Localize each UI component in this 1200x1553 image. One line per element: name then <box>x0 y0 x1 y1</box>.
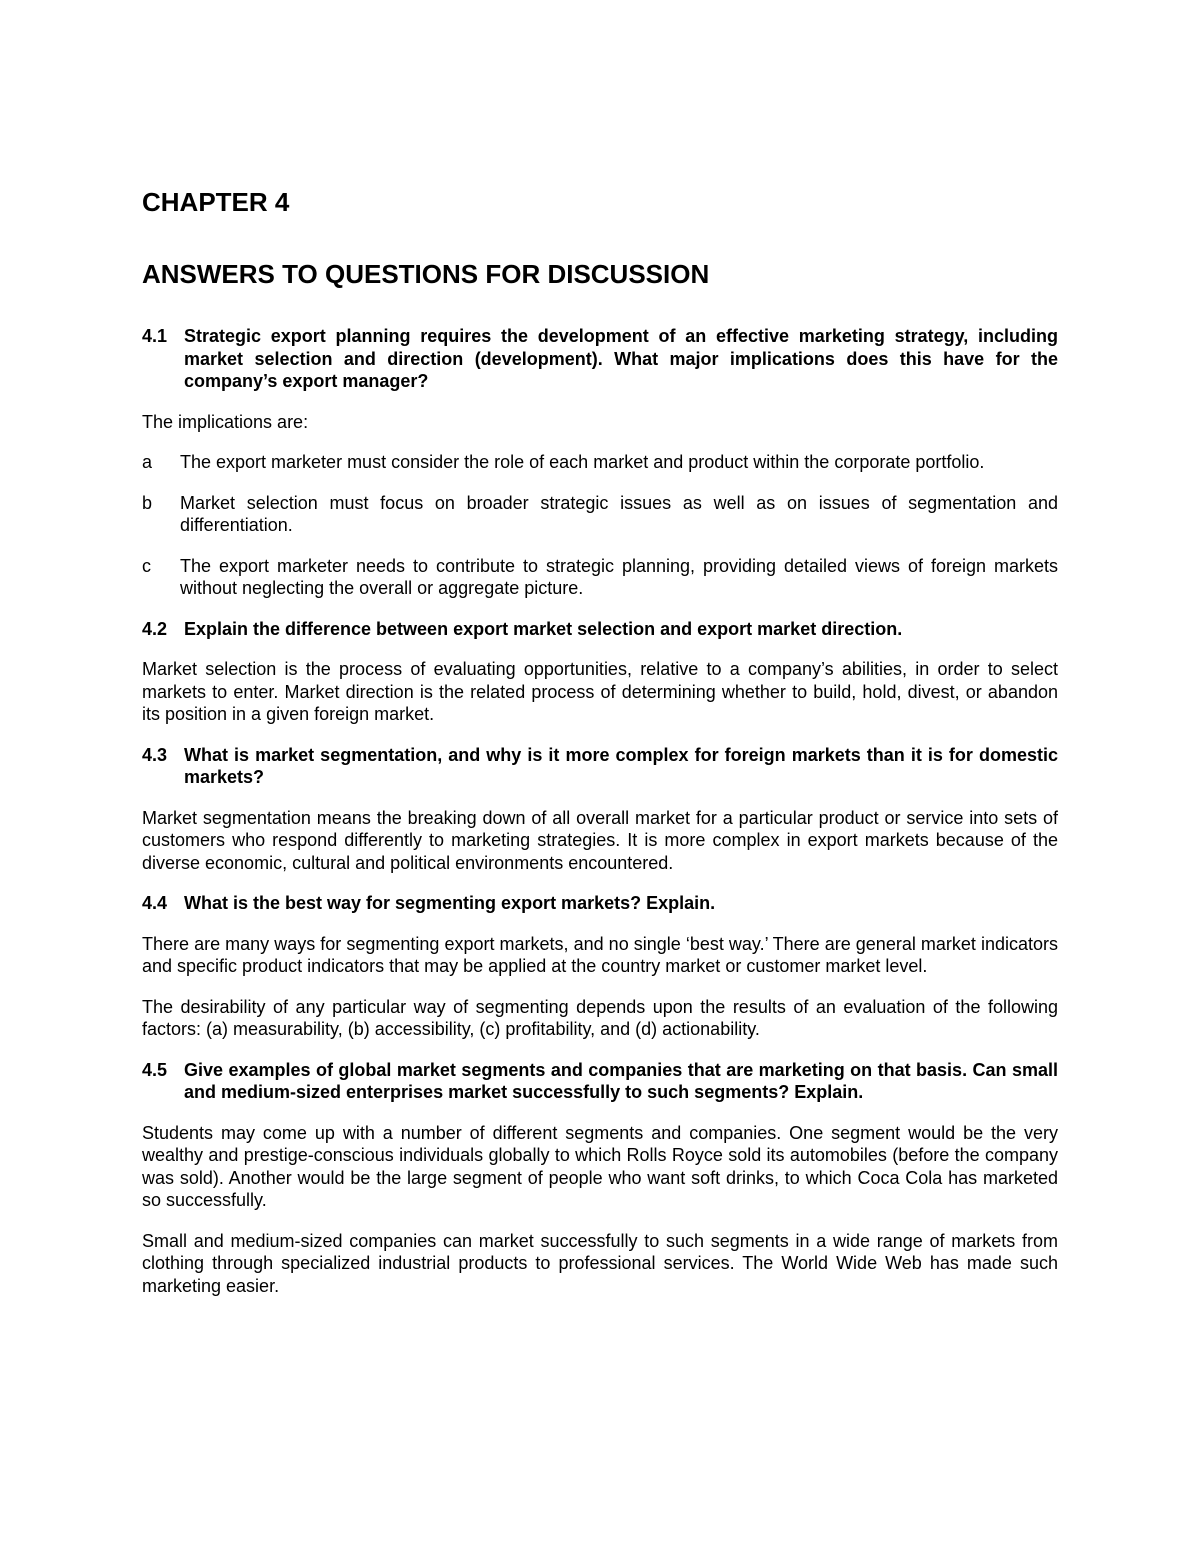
list-item <box>142 451 1058 474</box>
list-marker: b <box>142 492 153 513</box>
list-item-text: The export marketer must consider the role of each market and product within the corporate portfolio. <box>180 452 985 472</box>
answer-paragraph: Market segmentation means the breaking down of all overall market for a particular product or service into sets of customers who respond differently to marketing strategies. It is more complex in export markets because of the diverse economic, cultural and political environments encountered. <box>142 807 1058 873</box>
question-text: What is market segmentation, and why is it more complex for foreign markets than it is for domestic markets? <box>184 744 1058 787</box>
answer-paragraph: Market selection is the process of evaluating opportunities, relative to a company’s abilities, in order to select markets to enter. Market direction is the related process of determining whether to build, hold, divest, or abandon its position in a given foreign market. <box>142 659 1058 724</box>
question-text: Give examples of global market segments and companies that are marketing on that basis. Can small and medium-sized enterprises market successfully to such segments? Explain. <box>184 1059 1058 1102</box>
section-title: ANSWERS TO QUESTIONS FOR DISCUSSION <box>142 259 710 289</box>
question-number: 4.1 <box>142 326 168 346</box>
question-4-5 <box>142 1059 1058 1104</box>
document-body <box>142 325 1058 1315</box>
list-marker: c <box>142 555 151 576</box>
answer-paragraph: There are many ways for segmenting export markets, and no single ‘best way.’ There are general market indicators and specific product indicators that may be applied at the country market or customer market level. <box>142 933 1058 976</box>
list-marker: a <box>142 452 153 472</box>
question-number: 4.5 <box>142 1059 168 1080</box>
question-text: Strategic export planning requires the development of an effective marketing strategy, including market selection and direction (development). What major implications does this have for the company’s export manager? <box>184 326 1058 391</box>
list-item-text: The export marketer needs to contribute to strategic planning, providing detailed views of foreign markets without neglecting the overall or aggregate picture. <box>180 555 1058 598</box>
question-4-2 <box>142 618 1058 641</box>
answer-paragraph: Students may come up with a number of different segments and companies. One segment would be the very wealthy and prestige-conscious individuals globally to which Rolls Royce sold its automobiles (before the company was sold). Another would be the large segment of people who want soft drinks, to which Coca Cola has marketed so successfully. <box>142 1122 1058 1210</box>
question-4-1 <box>142 325 1058 393</box>
question-4-4 <box>142 892 1058 915</box>
answer-paragraph: The desirability of any particular way of segmenting depends upon the results of an evaluation of the following factors: (a) measurability, (b) accessibility, (c) profitability, and (d) actionability. <box>142 996 1058 1039</box>
question-text: What is the best way for segmenting export markets? Explain. <box>184 893 716 913</box>
question-4-3 <box>142 744 1058 789</box>
list-item-text: Market selection must focus on broader strategic issues as well as on issues of segmentation and differentiation. <box>180 492 1058 535</box>
question-text: Explain the difference between export market selection and export market direction. <box>184 618 903 639</box>
question-number: 4.4 <box>142 893 168 913</box>
answer-paragraph: Small and medium-sized companies can market successfully to such segments in a wide range of markets from clothing through specialized industrial products to professional services. The World Wide Web has made such marketing easier. <box>142 1230 1058 1296</box>
question-number: 4.2 <box>142 618 168 639</box>
chapter-heading: CHAPTER 4 <box>142 187 290 217</box>
question-number: 4.3 <box>142 744 168 765</box>
answer-intro: The implications are: <box>142 411 309 432</box>
list-item <box>142 555 1058 600</box>
list-item <box>142 492 1058 537</box>
